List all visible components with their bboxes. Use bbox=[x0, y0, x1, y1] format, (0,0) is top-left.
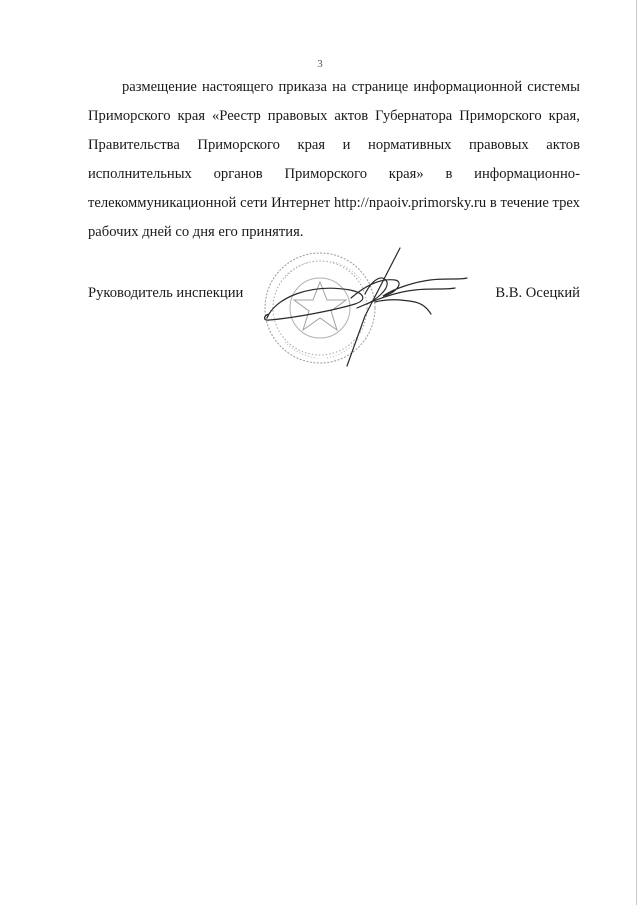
page-number: 3 bbox=[317, 58, 323, 70]
scan-edge-line bbox=[636, 0, 637, 905]
signatory-name: В.В. Осецкий bbox=[495, 285, 580, 301]
text-line-5 bbox=[88, 189, 580, 218]
word: трех bbox=[552, 195, 580, 211]
word: информационно- bbox=[474, 166, 580, 182]
word: течение bbox=[500, 195, 549, 211]
word: исполнительных bbox=[88, 166, 192, 182]
word: в bbox=[489, 195, 497, 211]
word: правовых bbox=[469, 137, 529, 153]
word: настоящего bbox=[202, 79, 274, 95]
word: края bbox=[297, 137, 326, 153]
word: рабочих дней со дня его принятия. bbox=[88, 224, 304, 240]
word: нормативных bbox=[368, 137, 452, 153]
word: актов bbox=[334, 108, 369, 124]
word: в bbox=[445, 166, 453, 182]
word: края bbox=[177, 108, 206, 124]
word: информационной bbox=[413, 79, 523, 95]
word: Правительства bbox=[88, 137, 180, 153]
word: сети bbox=[240, 195, 268, 211]
word: Приморского bbox=[459, 108, 542, 124]
word: странице bbox=[351, 79, 409, 95]
word: «Реестр bbox=[211, 108, 261, 124]
word: края» bbox=[388, 166, 424, 182]
word: Приморского bbox=[197, 137, 280, 153]
word: на bbox=[332, 79, 347, 95]
word: http://npaoiv.primorsky.ru bbox=[333, 195, 487, 211]
word: приказа bbox=[278, 79, 327, 95]
word: телекоммуникационной bbox=[88, 195, 237, 211]
text-line-1 bbox=[88, 73, 580, 102]
seal-stamp bbox=[265, 253, 375, 363]
word: и bbox=[342, 137, 351, 153]
word: органов bbox=[213, 166, 263, 182]
text-line-3 bbox=[88, 131, 580, 160]
word: актов bbox=[546, 137, 580, 153]
official-seal-with-signature bbox=[255, 238, 475, 373]
word: правовых bbox=[267, 108, 328, 124]
word: края, bbox=[548, 108, 580, 124]
word: Приморского bbox=[88, 108, 171, 124]
text-line-2 bbox=[88, 102, 580, 131]
word: Губернатора bbox=[375, 108, 453, 124]
body-paragraph bbox=[88, 73, 580, 247]
text-line-4 bbox=[88, 160, 580, 189]
handwritten-signature bbox=[265, 248, 468, 366]
word: Приморского bbox=[284, 166, 367, 182]
signatory-position: Руководитель инспекции bbox=[88, 285, 244, 301]
word: системы bbox=[527, 79, 580, 95]
word: Интернет bbox=[271, 195, 331, 211]
word: размещение bbox=[122, 79, 197, 95]
